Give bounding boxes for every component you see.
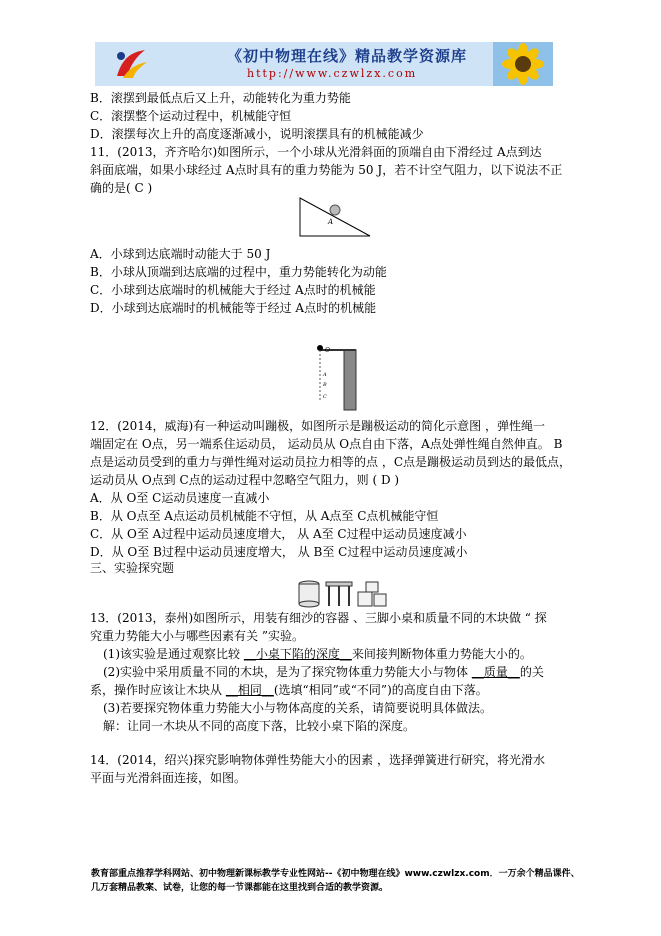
svg-text:C: C (323, 394, 327, 400)
section-heading-experiments: 三、实验探究题 (90, 561, 175, 575)
header-banner (95, 42, 553, 86)
svg-text:O: O (325, 347, 330, 354)
q13-part3-answer: 解：让同一木块从不同的高度下落，比较小桌下陷的深度。 (103, 719, 416, 733)
footer-line1: 教育部重点推荐学科网站、初中物理新课标教学专业性网站--《初中物理在线》www.czwlzx.com．一万余个精品课件、 (91, 869, 580, 879)
incline-figure (298, 196, 374, 240)
site-logo-icon (113, 46, 149, 82)
q11-stem-line3: 确的是( C ) (90, 181, 153, 195)
q13-part2-answer-a: __质量__ (471, 665, 520, 679)
q14-stem-line2: 平面与光滑斜面连接，如图。 (90, 771, 247, 785)
q13-part3: (3)若要探究物体重力势能大小与物体高度的关系，请简要说明具体做法。 (103, 701, 493, 715)
svg-text:B: B (323, 382, 327, 388)
option-d-q12: D．从 O至 B过程中运动员速度增大， 从 B至 C过程中运动员速度减小 (90, 545, 468, 559)
q12-stem-line2: 端固定在 O点，另一端系住运动员， 运动员从 O点自由下落，A点处弹性绳自然伸直。 B (90, 437, 563, 451)
option-d-q11: D．小球到达底端时的机械能等于经过 A点时的机械能 (90, 301, 377, 315)
q11-stem-line1: 11．(2013，齐齐哈尔)如图所示，一个小球从光滑斜面的顶端自由下滑经过 A点到达 (90, 145, 542, 159)
option-c-q12: C．从 O至 A过程中运动员速度增大， 从 A至 C过程中运动员速度减小 (90, 527, 467, 541)
q13-part2-line2: 系，操作时应该让木块从 __相同__(选填“相同”或“不同”)的高度自由下落。 (90, 683, 488, 697)
q14-stem-line1: 14．(2014，绍兴)探究影响物体弹性势能大小的因素 ，选择弹簧进行研究，将光滑水 (90, 753, 545, 767)
q12-stem-line4: 运动员从 O点到 C点的运动过程中忽略空气阻力，则 ( D ) (90, 473, 400, 487)
bungee-figure (306, 336, 360, 412)
q13-part2-answer-b: __相同__ (225, 683, 274, 697)
svg-text:A: A (323, 372, 327, 378)
q13-stem-line2: 究重力势能大小与哪些因素有关 ”实验。 (90, 629, 304, 643)
q11-stem-line2: 斜面底端，如果小球经过 A点时具有的重力势能为 50 J，若不计空气阻力，以下说法不正 (90, 163, 563, 177)
option-c-q11: C．小球到达底端时的机械能大于经过 A点时的机械能 (90, 283, 376, 297)
q12-stem-line1: 12．(2014，威海)有一种运动叫蹦极，如图所示是蹦极运动的简化示意图 ，弹性绳一 (90, 419, 545, 433)
option-a-q12: A．从 O至 C运动员速度一直减小 (90, 491, 270, 505)
slope-point-label: A (328, 218, 334, 226)
banner-title: 《初中物理在线》精品教学资源库 (227, 47, 468, 65)
banner-url: http://www.czwlzx.com (247, 67, 418, 80)
sunflower-icon (493, 42, 553, 86)
footer-line2: 几万套精品教案、试卷，让您的每一节课都能在这里找到合适的教学资源。 (91, 883, 389, 893)
q12-stem-line3: 点是运动员受到的重力与弹性绳对运动员拉力相等的点 ，C点是蹦极运动员到达的最低点， (90, 455, 571, 469)
option-d-q10: D．滚摆每次上升的高度逐渐减小，说明滚摆具有的机械能减少 (90, 127, 424, 141)
experiment-apparatus-figure (296, 578, 390, 608)
q13-part1-answer: __小桌下陷的深度__ (243, 647, 352, 661)
q13-part2-line1: (2)实验中采用质量不同的木块，是为了探究物体重力势能大小与物体 __质量__的关 (103, 665, 544, 679)
option-b-q12: B．从 O点至 A点运动员机械能不守恒，从 A点至 C点机械能守恒 (90, 509, 439, 523)
q13-stem-line1: 13．(2013，泰州)如图所示，用装有细沙的容器 、三脚小桌和质量不同的木块做 “ 探 (90, 611, 547, 625)
option-b-q11: B．小球从顶端到达底端的过程中，重力势能转化为动能 (90, 265, 387, 279)
q13-part1: (1)该实验是通过观察比较 __小桌下陷的深度__来间接判断物体重力势能大小的。 (103, 647, 532, 661)
option-a-q11: A．小球到达底端时动能大于 50 J (90, 247, 271, 261)
option-c-q10: C．滚摆整个运动过程中，机械能守恒 (90, 109, 292, 123)
option-b-q10: B．滚摆到最低点后又上升，动能转化为重力势能 (90, 91, 351, 105)
